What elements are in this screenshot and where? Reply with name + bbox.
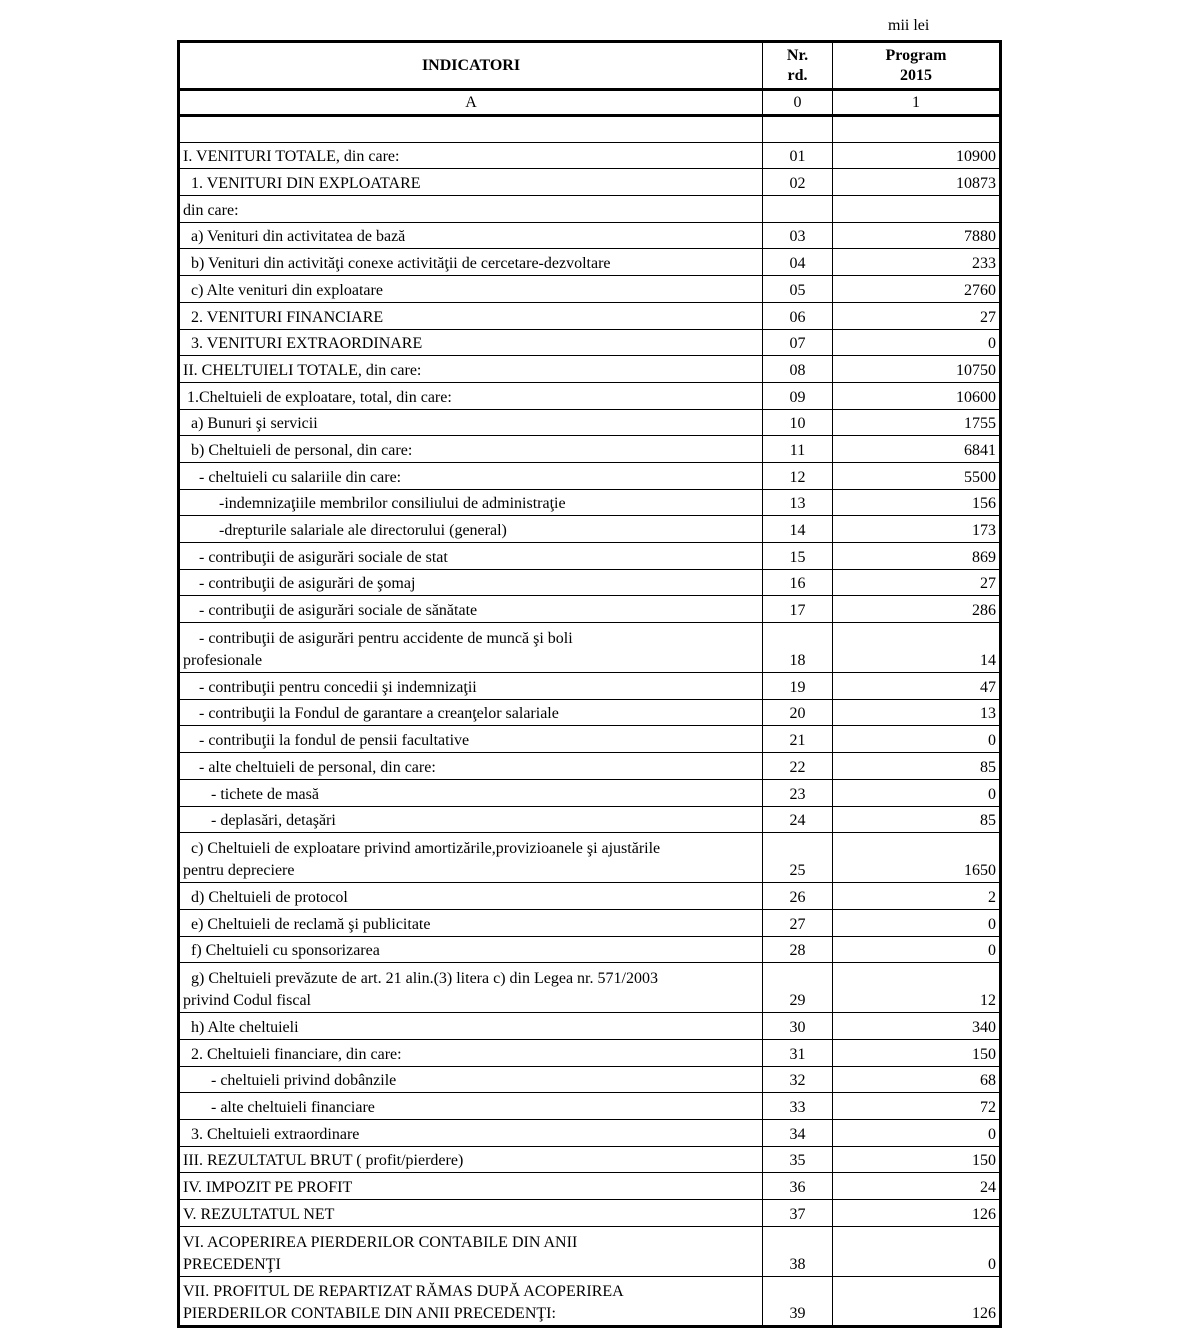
indicator-cell: - contribuţii de asigurări sociale de stat xyxy=(179,543,763,570)
program-value-cell: 72 xyxy=(833,1093,1001,1120)
table-row xyxy=(179,963,1001,1013)
program-value-cell: 0 xyxy=(833,329,1001,356)
header-nr xyxy=(763,42,833,90)
row-number-cell: 01 xyxy=(763,142,833,169)
row-number-cell: 30 xyxy=(763,1013,833,1040)
indicator-cell: III. REZULTATUL BRUT ( profit/pierdere) xyxy=(179,1146,763,1173)
row-number-cell: 02 xyxy=(763,169,833,196)
program-value-cell: 10900 xyxy=(833,142,1001,169)
program-value-cell: 0 xyxy=(833,779,1001,806)
program-value-cell: 126 xyxy=(833,1276,1001,1326)
indicator-cell: - contribuţii de asigurări sociale de sănătate xyxy=(179,596,763,623)
indicator-cell: - contribuţii la Fondul de garantare a creanţelor salariale xyxy=(179,699,763,726)
table-row xyxy=(179,1039,1001,1066)
program-value-cell: 1650 xyxy=(833,833,1001,883)
table-row xyxy=(179,302,1001,329)
row-number-cell: 18 xyxy=(763,623,833,673)
program-value-cell: 0 xyxy=(833,726,1001,753)
row-number-cell: 09 xyxy=(763,382,833,409)
indicator-cell: c) Alte venituri din exploatare xyxy=(179,276,763,303)
indicator-cell: h) Alte cheltuieli xyxy=(179,1013,763,1040)
indicator-cell: e) Cheltuieli de reclamă şi publicitate xyxy=(179,909,763,936)
table-row xyxy=(179,623,1001,673)
column-index-0: 0 xyxy=(763,90,833,116)
program-value-cell: 85 xyxy=(833,806,1001,833)
program-value-cell: 14 xyxy=(833,623,1001,673)
indicator-cell: 2. VENITURI FINANCIARE xyxy=(179,302,763,329)
indicator-cell: -indemnizaţiile membrilor consiliului de administraţie xyxy=(179,489,763,516)
table-row xyxy=(179,142,1001,169)
table-row xyxy=(179,726,1001,753)
program-value-cell: 47 xyxy=(833,673,1001,700)
indicator-cell: b) Cheltuieli de personal, din care: xyxy=(179,436,763,463)
table-row xyxy=(179,543,1001,570)
table-row xyxy=(179,329,1001,356)
row-number-cell: 04 xyxy=(763,249,833,276)
program-value-cell: 68 xyxy=(833,1066,1001,1093)
table-row xyxy=(179,833,1001,883)
indicator-cell xyxy=(179,116,763,143)
table-row xyxy=(179,936,1001,963)
indicator-cell: - cheltuieli privind dobânzile xyxy=(179,1066,763,1093)
indicator-cell: 3. VENITURI EXTRAORDINARE xyxy=(179,329,763,356)
column-index-a: A xyxy=(179,90,763,116)
table-row xyxy=(179,169,1001,196)
table-row xyxy=(179,1200,1001,1227)
program-value-cell: 6841 xyxy=(833,436,1001,463)
table-row xyxy=(179,909,1001,936)
row-number-cell: 10 xyxy=(763,409,833,436)
row-number-cell: 33 xyxy=(763,1093,833,1120)
program-value-cell: 12 xyxy=(833,963,1001,1013)
program-value-cell: 2 xyxy=(833,883,1001,910)
row-number-cell: 17 xyxy=(763,596,833,623)
row-number-cell: 22 xyxy=(763,753,833,780)
row-number-cell: 03 xyxy=(763,222,833,249)
header-program-line2: 2015 xyxy=(900,66,932,84)
indicator-cell: f) Cheltuieli cu sponsorizarea xyxy=(179,936,763,963)
header-row xyxy=(179,42,1001,90)
row-number-cell: 39 xyxy=(763,1276,833,1326)
indicator-cell: a) Bunuri şi servicii xyxy=(179,409,763,436)
indicator-cell: II. CHELTUIELI TOTALE, din care: xyxy=(179,356,763,383)
table-row xyxy=(179,596,1001,623)
indicator-cell: -drepturile salariale ale directorului (general) xyxy=(179,516,763,543)
indicator-cell: b) Venituri din activităţi conexe activităţii de cercetare-dezvoltare xyxy=(179,249,763,276)
table-row xyxy=(179,489,1001,516)
table-row xyxy=(179,753,1001,780)
program-value-cell: 340 xyxy=(833,1013,1001,1040)
indicator-cell: 1. VENITURI DIN EXPLOATARE xyxy=(179,169,763,196)
table-row xyxy=(179,249,1001,276)
program-value-cell: 869 xyxy=(833,543,1001,570)
header-program xyxy=(833,42,1001,90)
row-number-cell: 15 xyxy=(763,543,833,570)
table-row xyxy=(179,779,1001,806)
indicator-cell: a) Venituri din activitatea de bază xyxy=(179,222,763,249)
program-value-cell: 156 xyxy=(833,489,1001,516)
table-row xyxy=(179,883,1001,910)
program-value-cell: 126 xyxy=(833,1200,1001,1227)
row-number-cell: 05 xyxy=(763,276,833,303)
program-value-cell: 7880 xyxy=(833,222,1001,249)
table-row xyxy=(179,699,1001,726)
table-row xyxy=(179,1013,1001,1040)
unit-label: mii lei xyxy=(888,17,930,34)
indicator-cell: din care: xyxy=(179,196,763,223)
indicator-cell: VII. PROFITUL DE REPARTIZAT RĂMAS DUPĂ ACOPERIREA PIERDERILOR CONTABILE DIN ANII PRECEDENŢI: xyxy=(179,1276,763,1326)
row-number-cell: 38 xyxy=(763,1226,833,1276)
row-number-cell: 19 xyxy=(763,673,833,700)
row-number-cell: 16 xyxy=(763,569,833,596)
program-value-cell: 0 xyxy=(833,909,1001,936)
row-number-cell: 08 xyxy=(763,356,833,383)
row-number-cell: 14 xyxy=(763,516,833,543)
row-number-cell: 37 xyxy=(763,1200,833,1227)
row-number-cell: 21 xyxy=(763,726,833,753)
column-index-row xyxy=(179,90,1001,116)
row-number-cell: 29 xyxy=(763,963,833,1013)
program-value-cell: 1755 xyxy=(833,409,1001,436)
row-number-cell: 07 xyxy=(763,329,833,356)
header-program-line1: Program xyxy=(885,46,947,64)
table-row xyxy=(179,409,1001,436)
table-row xyxy=(179,1066,1001,1093)
row-number-cell xyxy=(763,116,833,143)
indicator-cell: - alte cheltuieli financiare xyxy=(179,1093,763,1120)
row-number-cell xyxy=(763,196,833,223)
program-value-cell: 150 xyxy=(833,1146,1001,1173)
indicator-cell: VI. ACOPERIREA PIERDERILOR CONTABILE DIN ANII PRECEDENŢI xyxy=(179,1226,763,1276)
row-number-cell: 06 xyxy=(763,302,833,329)
row-number-cell: 26 xyxy=(763,883,833,910)
program-value-cell: 10873 xyxy=(833,169,1001,196)
program-value-cell xyxy=(833,116,1001,143)
table-row xyxy=(179,516,1001,543)
program-value-cell xyxy=(833,196,1001,223)
budget-table xyxy=(177,40,1002,1328)
table-row xyxy=(179,196,1001,223)
row-number-cell: 20 xyxy=(763,699,833,726)
indicator-cell: - contribuţii de asigurări de şomaj xyxy=(179,569,763,596)
program-value-cell: 24 xyxy=(833,1173,1001,1200)
indicator-cell: I. VENITURI TOTALE, din care: xyxy=(179,142,763,169)
indicator-cell: V. REZULTATUL NET xyxy=(179,1200,763,1227)
column-index-1: 1 xyxy=(833,90,1001,116)
table-row xyxy=(179,356,1001,383)
indicator-cell: - alte cheltuieli de personal, din care: xyxy=(179,753,763,780)
table-row xyxy=(179,1093,1001,1120)
row-number-cell: 36 xyxy=(763,1173,833,1200)
table-row xyxy=(179,1173,1001,1200)
header-nr-line1: Nr. xyxy=(786,46,809,64)
program-value-cell: 13 xyxy=(833,699,1001,726)
program-value-cell: 5500 xyxy=(833,462,1001,489)
program-value-cell: 27 xyxy=(833,569,1001,596)
table-row xyxy=(179,1276,1001,1326)
row-number-cell: 12 xyxy=(763,462,833,489)
row-number-cell: 32 xyxy=(763,1066,833,1093)
program-value-cell: 10750 xyxy=(833,356,1001,383)
table-row xyxy=(179,462,1001,489)
table-row xyxy=(179,116,1001,143)
program-value-cell: 150 xyxy=(833,1039,1001,1066)
indicator-cell: 2. Cheltuieli financiare, din care: xyxy=(179,1039,763,1066)
program-value-cell: 173 xyxy=(833,516,1001,543)
program-value-cell: 0 xyxy=(833,1120,1001,1147)
row-number-cell: 35 xyxy=(763,1146,833,1173)
row-number-cell: 24 xyxy=(763,806,833,833)
row-number-cell: 28 xyxy=(763,936,833,963)
indicator-cell: - contribuţii pentru concedii şi indemnizaţii xyxy=(179,673,763,700)
indicator-cell: 1.Cheltuieli de exploatare, total, din care: xyxy=(179,382,763,409)
table-row xyxy=(179,382,1001,409)
header-indicator: INDICATORI xyxy=(179,42,763,90)
row-number-cell: 31 xyxy=(763,1039,833,1066)
table-row xyxy=(179,436,1001,463)
program-value-cell: 85 xyxy=(833,753,1001,780)
table-row xyxy=(179,806,1001,833)
table-row xyxy=(179,222,1001,249)
indicator-cell: - tichete de masă xyxy=(179,779,763,806)
table-row xyxy=(179,1226,1001,1276)
indicator-cell: d) Cheltuieli de protocol xyxy=(179,883,763,910)
indicator-cell: g) Cheltuieli prevăzute de art. 21 alin.(3) litera c) din Legea nr. 571/2003 privind Codul fiscal xyxy=(179,963,763,1013)
row-number-cell: 25 xyxy=(763,833,833,883)
table-row xyxy=(179,1146,1001,1173)
indicator-cell: IV. IMPOZIT PE PROFIT xyxy=(179,1173,763,1200)
program-value-cell: 233 xyxy=(833,249,1001,276)
table-row xyxy=(179,1120,1001,1147)
row-number-cell: 11 xyxy=(763,436,833,463)
program-value-cell: 0 xyxy=(833,1226,1001,1276)
program-value-cell: 10600 xyxy=(833,382,1001,409)
program-value-cell: 0 xyxy=(833,936,1001,963)
indicator-cell: - contribuţii de asigurări pentru accidente de muncă şi boli profesionale xyxy=(179,623,763,673)
program-value-cell: 27 xyxy=(833,302,1001,329)
indicator-cell: c) Cheltuieli de exploatare privind amortizările,provizioanele şi ajustările pentru depreciere xyxy=(179,833,763,883)
program-value-cell: 286 xyxy=(833,596,1001,623)
table-row xyxy=(179,673,1001,700)
indicator-cell: - cheltuieli cu salariile din care: xyxy=(179,462,763,489)
indicator-cell: - deplasări, detaşări xyxy=(179,806,763,833)
table-row xyxy=(179,569,1001,596)
table-row xyxy=(179,276,1001,303)
indicator-cell: 3. Cheltuieli extraordinare xyxy=(179,1120,763,1147)
row-number-cell: 23 xyxy=(763,779,833,806)
row-number-cell: 13 xyxy=(763,489,833,516)
indicator-cell: - contribuţii la fondul de pensii facultative xyxy=(179,726,763,753)
program-value-cell: 2760 xyxy=(833,276,1001,303)
row-number-cell: 34 xyxy=(763,1120,833,1147)
row-number-cell: 27 xyxy=(763,909,833,936)
header-nr-line2: rd. xyxy=(787,66,808,84)
